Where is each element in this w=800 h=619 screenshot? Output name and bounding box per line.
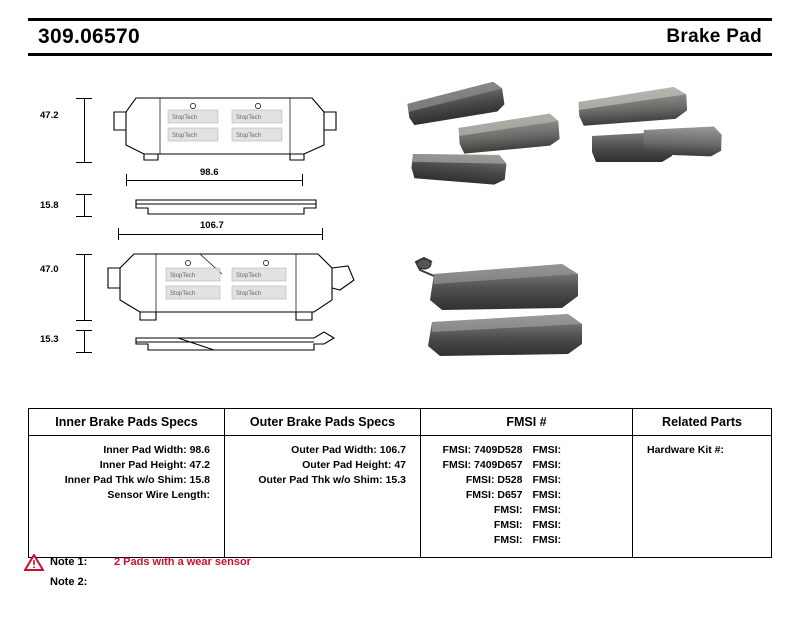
dimension-tick-2b	[302, 174, 303, 186]
document-header	[28, 18, 772, 56]
column-header-inner-specs: Inner Brake Pads Specs	[29, 409, 225, 435]
fmsi-right-value: FMSI:	[532, 458, 562, 471]
fmsi-left-value: FMSI: D657	[465, 488, 523, 501]
fmsi-right-value: FMSI:	[532, 473, 562, 486]
fmsi-left-value: FMSI: D528	[465, 473, 523, 486]
note-2-label: Note 2:	[50, 576, 88, 588]
fmsi-cell	[421, 436, 633, 557]
dimension-tick-5a	[76, 254, 92, 255]
pad-photo-group-sensor	[398, 252, 618, 362]
fmsi-left-value: FMSI:	[493, 518, 523, 531]
notes-section	[50, 552, 550, 592]
spec-row: Inner Pad Width: 98.6	[103, 443, 210, 456]
fmsi-left-value: FMSI:	[493, 503, 523, 516]
note-1-value: 2 Pads with a wear sensor	[114, 556, 251, 568]
table-row	[421, 502, 632, 517]
svg-text:StopTech: StopTech	[170, 291, 196, 297]
fmsi-right-value: FMSI:	[532, 488, 562, 501]
dimension-label-outer-pad-height: 47.0	[40, 264, 59, 275]
note-1-row	[50, 552, 550, 572]
column-header-fmsi: FMSI #	[421, 409, 633, 435]
dimension-tick-3b	[76, 216, 92, 217]
outer-pad-side-view-drawing	[118, 324, 348, 360]
notes-wrapper	[50, 552, 550, 592]
warning-icon	[24, 554, 44, 571]
specs-table	[28, 408, 772, 558]
spec-row: Outer Pad Width: 106.7	[291, 443, 406, 456]
table-row	[421, 517, 632, 532]
column-header-outer-specs: Outer Brake Pads Specs	[225, 409, 421, 435]
inner-specs-cell	[29, 436, 225, 557]
fmsi-right-value: FMSI:	[532, 533, 562, 546]
svg-text:StopTech: StopTech	[236, 273, 262, 279]
dimension-label-outer-pad-width: 106.7	[200, 220, 224, 231]
dimension-line-horizontal-2	[118, 234, 322, 235]
fmsi-right-value: FMSI:	[532, 518, 562, 531]
dimension-line-vertical-4	[84, 330, 85, 352]
dimension-tick-4b	[322, 228, 323, 240]
spec-row: Outer Pad Height: 47	[302, 458, 406, 471]
fmsi-left-value: FMSI:	[493, 533, 523, 546]
note-2-row	[50, 572, 550, 592]
spec-row: Inner Pad Thk w/o Shim: 15.8	[64, 473, 210, 486]
note-1-label: Note 1:	[50, 556, 88, 568]
dimension-tick-3a	[76, 194, 92, 195]
table-row	[421, 457, 632, 472]
spec-row: Inner Pad Height: 47.2	[99, 458, 210, 471]
dimension-line-vertical-2	[84, 194, 85, 216]
inner-pad-side-view-drawing	[126, 194, 326, 224]
pad-photo-group-left	[398, 82, 738, 192]
dimension-tick-5b	[76, 320, 92, 321]
table-body-row	[29, 436, 771, 557]
fmsi-right-value: FMSI:	[532, 443, 562, 456]
dimension-line-vertical-3	[84, 254, 85, 320]
dimension-tick-1a	[76, 98, 92, 99]
part-number: 309.06570	[38, 25, 140, 48]
spec-row: Sensor Wire Length:	[107, 488, 210, 501]
dimension-tick-2a	[126, 174, 127, 186]
svg-text:StopTech: StopTech	[236, 291, 262, 297]
table-header-row	[29, 409, 771, 436]
table-row	[421, 442, 632, 457]
svg-text:StopTech: StopTech	[236, 115, 262, 121]
technical-drawing-area	[28, 62, 772, 382]
dimension-label-inner-pad-height: 47.2	[40, 110, 59, 121]
fmsi-right-value: FMSI:	[532, 503, 562, 516]
dimension-tick-1b	[76, 162, 92, 163]
dimension-tick-6b	[76, 352, 92, 353]
dimension-label-inner-pad-thickness: 15.8	[40, 200, 59, 211]
table-row	[421, 472, 632, 487]
svg-text:StopTech: StopTech	[172, 133, 198, 139]
dimension-tick-6a	[76, 330, 92, 331]
dimension-label-outer-pad-thickness: 15.3	[40, 334, 59, 345]
dimension-label-inner-pad-width: 98.6	[200, 167, 219, 178]
dimension-tick-4a	[118, 228, 119, 240]
related-parts-cell	[633, 436, 771, 557]
table-row	[421, 532, 632, 547]
dimension-line-vertical-1	[84, 98, 85, 162]
fmsi-left-value: FMSI: 7409D657	[442, 458, 523, 471]
table-row	[421, 487, 632, 502]
column-header-related-parts: Related Parts	[662, 415, 742, 429]
svg-text:StopTech: StopTech	[172, 115, 198, 121]
outer-pad-outline-drawing	[96, 244, 376, 330]
dimension-line-horizontal-1	[126, 180, 302, 181]
spec-row: Outer Pad Thk w/o Shim: 15.3	[258, 473, 406, 486]
inner-pad-outline-drawing	[98, 90, 358, 170]
related-part-row: Hardware Kit #:	[647, 444, 725, 456]
page-title: Brake Pad	[666, 26, 762, 47]
svg-text:StopTech: StopTech	[170, 273, 196, 279]
fmsi-left-value: FMSI: 7409D528	[442, 443, 523, 456]
outer-specs-cell	[225, 436, 421, 557]
svg-text:StopTech: StopTech	[236, 133, 262, 139]
